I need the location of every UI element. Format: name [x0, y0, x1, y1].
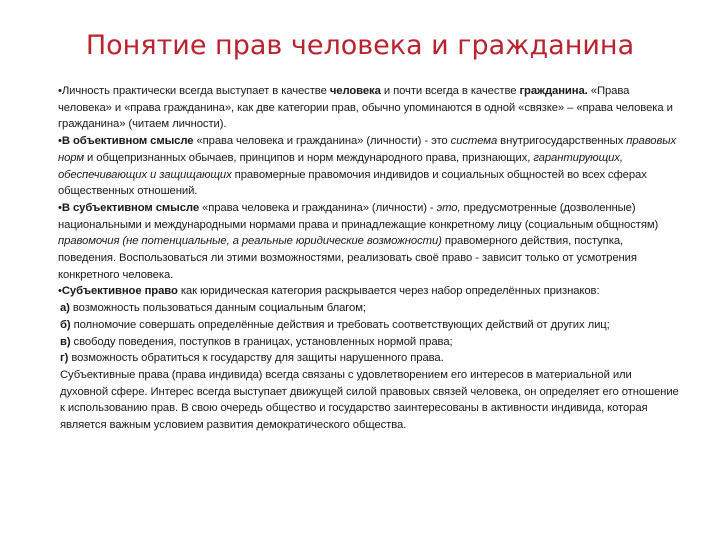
bullet: • — [58, 285, 62, 298]
term-objective-sense: В объективном смысле — [61, 135, 194, 148]
term-subjective-right: Субъективное право — [61, 285, 178, 298]
paragraph-person-citizen: •Личность практически всегда выступает в качестве человека и почти всегда в качестве гражданина. «Права человека» и «права гражданина», как две категории прав, обычно упоминаются в одной «связке» – «права человека и гражданина» (читаем личности). — [58, 85, 673, 131]
paragraph-interests: Субъективные права (права индивида) всегда связаны с удовлетворением его интересов в материальной или духовной сфере. Интерес всегда выступает движущей силой правовых связей человека, он определяет его отношение к использованию прав. В свою очередь общество и государство заинтересованы в активности индивида, которая является важным условием развития демократического общества. — [60, 368, 679, 432]
list-item: г) возможность обратиться к государству для защиты нарушенного права. — [60, 352, 444, 365]
bullet: • — [58, 201, 62, 214]
list-item: б) полномочие совершать определённые действия и требовать соответствующих действий от других лиц; — [60, 318, 610, 331]
term-citizen: гражданина. — [519, 85, 588, 97]
paragraph-subjective-right: •Субъективное право как юридическая категория раскрывается через набор определённых признаков: — [58, 285, 600, 298]
paragraph-subjective-sense: •В субъективном смысле «права человека и гражданина» (личности) - это, предусмотренные (дозволенные) национальными и международными нормами права и принадлежащие конкретному лицу (социальным общностям) правомочия (не потенциальные, а реальные юридические возможности) правомерного действия, поступка, поведения. Воспользоваться ли этими возможностями, реализовать своё право - зависит только от усмотрения конкретного человека. — [58, 201, 659, 281]
slide-body — [58, 83, 680, 434]
slide-title: Понятие прав человека и гражданина — [85, 30, 635, 61]
paragraph-objective-sense: •В объективном смысле «права человека и гражданина» (личности) - это система внутригосударственных правовых норм и общепризнанных обычаев, принципов и норм международного права, признающих, гарантирующих, обеспечивающих и защищающих правомерные правомочия индивидов и социальных общностей во всех сферах общественных отношений. — [58, 135, 677, 198]
bullet: • — [58, 135, 62, 148]
term-human: человека — [329, 85, 381, 97]
list-item: а) возможность пользоваться данным социальным благом; — [60, 302, 366, 315]
term-subjective-sense: В субъективном смысле — [61, 201, 199, 214]
list-item: в) свободу поведения, поступков в границах, установленных нормой права; — [60, 335, 453, 348]
bullet: • — [58, 85, 62, 97]
